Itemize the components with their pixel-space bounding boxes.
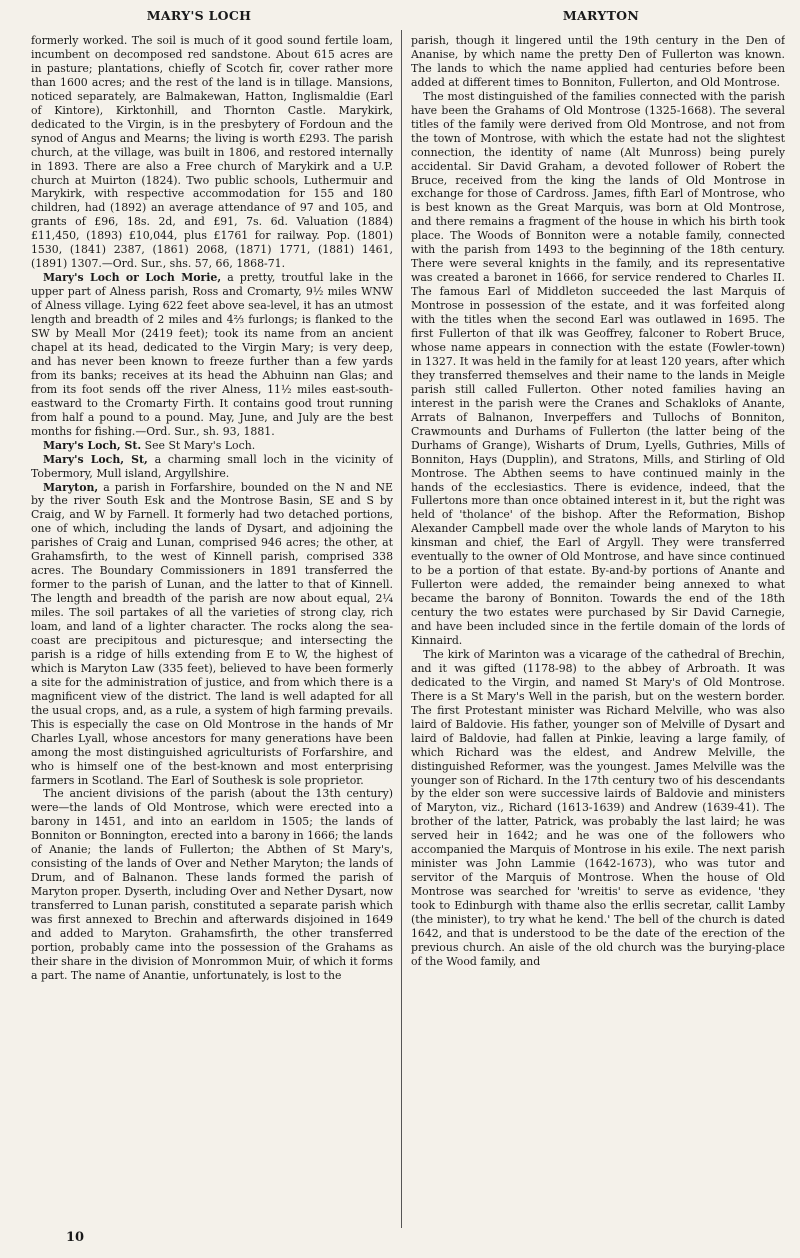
entry-headword: Mary's Loch or Loch Morie, (43, 271, 222, 285)
running-header-left: MARY'S LOCH (146, 8, 252, 23)
paragraph-families: The most distinguished of the families connected with the parish have been the Grahams of Old Montrose (1325-1668). The several titles of the family were derived from Old Montrose, and not from the town of Montrose, with which the estate had not the slightest connection, the identity of name (Alt Munross) being purely accidental. Sir David Graham, a devoted follower of Robert the Bruce, received from the king the lands of Old Montrose in exchange for those of Cardross. James, fifth Earl of Montrose, who is best known as the Great Marquis, was born at Old Montrose, and there remains a fragment of the house in which his birth took place. The Woods of Bonniton were a notable family, connected with the parish from 1493 to the beginning of the 18th century. There were several knights in the family, and its representative was created a baronet in 1666, for service rendered to Charles II. The famous Earl of Middleton succeeded the last Marquis of Montrose in possession of the estate, and it was forfeited along with the titles when the second Earl was outlawed in 1695. The first Fullerton of that ilk was Geoffrey, falconer to Robert Bruce, whose name appears in connection with the estate (Fowler-town) in 1327. It was held in the family for at least 120 years, after which they transferred themselves and their name to the lands in Meigle parish still called Fullerton. Other noted families having an interest in the parish were the Cranes and Schakloks of Anante, Arrats of Balnanon, Inverpeffers and Tullochs of Bonniton, Crawmounts and Durhams of Fullerton (the latter being of the Durhams of Grange), Wisharts of Drum, Lyells, Guthries, Mills of Bonniton, Hays (Dupplin), and Stratons, Mills, and Stirling of Old Montrose. The Abthen seems to have continued mainly in the hands of the ecclesiastics. There is evidence, indeed, that the Fullertons more than once obtained interest in it, but the right was held of 'tholance' of the bishop. After the Reformation, Bishop Alexander Campbell made over the whole lands of Maryton to his kinsman and chief, the Earl of Argyll. They were transferred eventually to the owner of Old Montrose, and have since continued to be a portion of that estate. By-and-by portions of Anante and Fullerton were added, the remainder being annexed to what became the barony of Bonniton. Towards the end of the 18th century the two estates were purchased by Sir David Carnegie, and have been included since in the fertile domain of the lords of Kinnaird. (411, 89, 785, 647)
paragraph-kirk: The kirk of Marinton was a vicarage of the cathedral of Brechin, and it was gifted (1178-98) to the abbey of Arbroath. It was dedicated to the Virgin, and named St Mary's of Old Montrose. There is a St Mary's Well in the parish, but on the western border. The first Protestant minister was Richard Melville, who was also laird of Baldovie. His father, younger son of Melville of Dysart and laird of Baldovie, had fallen at Pinkie, leaving a large family, of which Richard was the eldest, and Andrew Melville, the distinguished Reformer, was the youngest. James Melville was the younger son of Richard. In the 17th century two of his descendants by the elder son were successive lairds of Baldovie and ministers of Maryton, viz., Richard (1613-1639) and Andrew (1639-41). The brother of the latter, Patrick, was probably the last laird; he was served heir in 1642; and he was one of the followers who accompanied the Marquis of Montrose in his exile. The next parish minister was John Lammie (1642-1673), who was tutor and servitor of the Marquis of Montrose. When the house of Old Montrose was searched for 'wreitis' to serve as evidence, 'they took to Edinburgh with thame also the erllis secretar, callit Lamby (the minister), to try what he kend.' The bell of the church is dated 1642, and that is understood to be the date of the erection of the previous church. An aisle of the old church was the burying-place of the Wood family, and (411, 647, 785, 968)
entry-marys-loch-st-mull (31, 453, 393, 481)
entry-headword: Mary's Loch, St. (43, 438, 142, 452)
entry-text: a pretty, troutful lake in the upper part of Alness parish, Ross and Cromarty, 9½ miles WNW of Alness village. Lying 622 feet above sea-level, it has an utmost length and breadth of 2 miles and 4⅔ furlongs; is flanked to the SW by Meall Mor (2419 feet); took its name from an ancient chapel at its head, dedicated to the Virgin Mary; is very deep, and has never been known to freeze further than a few yards from its banks; receives at its head the Abhuinn nan Glas; and from its foot sends off the river Alness, 11½ miles east-south-eastward to the Cromarty Firth. It contains good trout running from half a pound to a pound. May, June, and July are the best months for fishing.—Ord. Sur., sh. 93, 1881. (31, 271, 393, 438)
entry-text: a charming small loch in the vicinity of Tobermory, Mull island, Argyllshire. (31, 452, 393, 480)
entry-headword: Maryton, (43, 480, 99, 494)
paragraph-ancient-divisions: The ancient divisions of the parish (about the 13th century) were—the lands of Old Montrose, which were erected into a barony in 1451, and into an earldom in 1505; the lands of Bonniton or Bonnington, erected into a barony in 1666; the lands of Ananie; the lands of Fullerton; the Abthen of St Mary's, consisting of the lands of Over and Nether Maryton; the lands of Drum, and of Balnanon. These lands formed the parish of Maryton proper. Dyserth, including Over and Nether Dysart, now transferred to Lunan parish, constituted a separate parish which was first annexed to Brechin and afterwards disjoined in 1649 and added to Maryton. Grahamsfirth, the other transferred portion, probably came into the possession of the Grahams as their share in the division of Monrommon Muir, of which it forms a part. The name of Anantie, unfortunately, is lost to the (31, 787, 393, 982)
column-divider (401, 30, 402, 1228)
paragraph-marykirk-continued: formerly worked. The soil is much of it good sound fertile loam, incumbent on decomposed red sandstone. About 615 acres are in pasture; plantations, chiefly of Scotch fir, cover rather more than 1600 acres; and the rest of the land is in tillage. Mansions, noticed separately, are Balmakewan, Hatton, Inglismaldie (Earl of Kintore), Kirktonhill, and Thornton Castle. Marykirk, dedicated to the Virgin, is in the presbytery of Fordoun and the synod of Angus and Mearns; the living is worth £293. The parish church, at the village, was built in 1806, and restored internally in 1893. There are also a Free church of Marykirk and a U.P. church at Muirton (1824). Two public schools, Luthermuir and Marykirk, with respective accommodation for 155 and 180 children, had (1892) an average attendance of 97 and 105, and grants of £96, 18s. 2d, and £91, 7s. 6d. Valuation (1884) £11,450, (1893) £10,044, plus £1761 for railway. Pop. (1801) 1530, (1841) 2387, (1861) 2068, (1871) 1771, (1881) 1461, (1891) 1307.—Ord. Sur., shs. 57, 66, 1868-71. (31, 34, 393, 271)
entry-maryton (31, 481, 393, 788)
page-number: 10 (66, 1230, 85, 1245)
entry-text: See St Mary's Loch. (144, 438, 256, 452)
entry-text: a parish in Forfarshire, bounded on the N and NE by the river South Esk and the Montrose Basin, SE and S by Craig, and W by Farnell. It formerly had two detached portions, one of which, including the lands of Dysart, and adjoining the parishes of Craig and Lunan, comprised 946 acres; the other, at Grahamsfirth, to the west of Kinnell parish, comprised 338 acres. The Boundary Commissioners in 1891 transferred the former to the parish of Lunan, and the latter to that of Kinnell. The length and breadth of the parish are now about equal, 2¼ miles. The soil partakes of all the varieties of strong clay, rich loam, and land of a lighter character. The rocks along the sea-coast are precipitous and picturesque; and intersecting the parish is a ridge of hills extending from E to W, the highest of which is Maryton Law (335 feet), believed to have been formerly a site for the administration of justice, and from which there is a magnificent view of the district. The land is well adapted for all the usual crops, and, as a rule, a system of high farming prevails. This is especially the case on Old Montrose in the hands of Mr Charles Lyall, whose ancestors for many generations have been among the most distinguished agriculturists of Forfarshire, and who is himself one of the best-known and most enterprising farmers in Scotland. The Earl of Southesk is sole proprietor. (31, 480, 393, 787)
running-header-right: MARYTON (562, 8, 640, 23)
entry-marys-loch-st (31, 439, 393, 453)
entry-marys-loch (31, 271, 393, 438)
paragraph-anantie-continued: parish, though it lingered until the 19th century in the Den of Ananise, by which name the pretty Den of Fullerton was known. The lands to which the name applied had centuries before been added at different times to Bonniton, Fullerton, and Old Montrose. (411, 34, 785, 89)
entry-headword: Mary's Loch, St, (43, 452, 148, 466)
left-column (31, 34, 393, 1234)
right-column (411, 34, 785, 1234)
